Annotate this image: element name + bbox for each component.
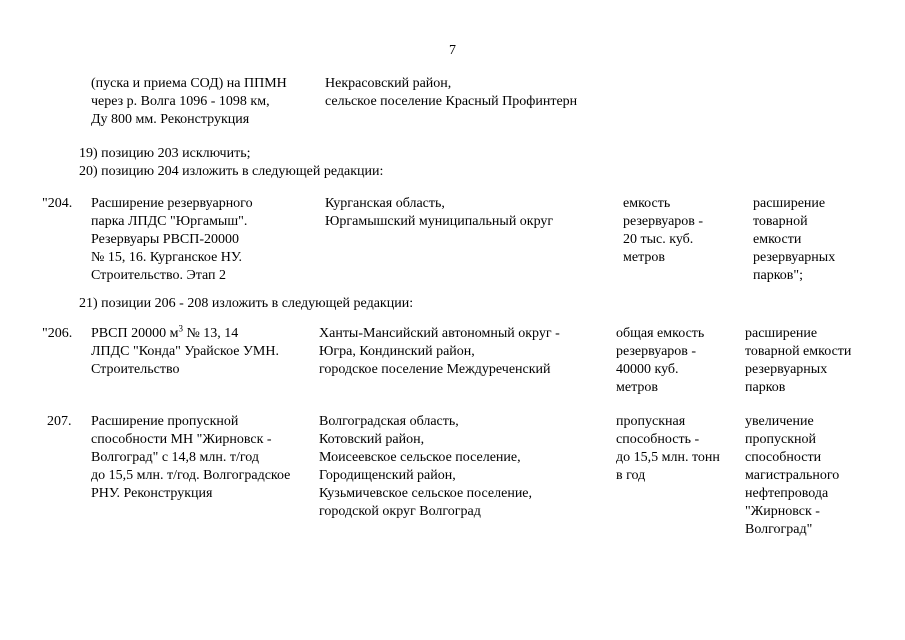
row-207-name-line: до 15,5 млн. т/год. Волгоградское [91, 468, 291, 483]
row-207-capacity-line: до 15,5 млн. тонн [616, 450, 720, 465]
row-207-location-line: Кузьмичевское сельское поселение, [319, 486, 533, 501]
row-206-name-line: Строительство [91, 362, 180, 377]
row-206-number: "206. [42, 326, 73, 341]
carryover-location-line: Некрасовский район, [325, 76, 452, 91]
row-206-capacity-line: резервуаров - [616, 344, 697, 359]
row-206-name-line [91, 325, 279, 343]
row-207-location-line: Моисеевское сельское поселение, [319, 450, 521, 465]
row-206-capacity-line: общая емкость [616, 326, 705, 341]
row-207-capacity [616, 413, 720, 485]
row-207-name-line: Расширение пропускной [91, 414, 239, 429]
row-204-name [91, 195, 253, 285]
row-207-location-line: Волгоградская область, [319, 414, 459, 429]
row-207-purpose-line: увеличение [745, 414, 814, 429]
row-204-purpose-line: парков"; [753, 268, 804, 283]
row-206-name-line: ЛПДС "Конда" Урайское УМН. [91, 344, 279, 359]
carryover-name [91, 75, 287, 129]
instruction-20: 20) позицию 204 изложить в следующей редакции: [79, 164, 384, 179]
row-207-location [319, 413, 532, 521]
row-204-capacity [623, 195, 703, 267]
row-206-purpose-line: парков [745, 380, 786, 395]
row-207-location-line: Городищенский район, [319, 468, 456, 483]
instruction-19: 19) позицию 203 исключить; [79, 146, 251, 161]
row-206-purpose [745, 325, 851, 397]
row-204-capacity-line: метров [623, 250, 665, 265]
row-206-location-line: Ханты-Мансийский автономный округ - [319, 326, 560, 341]
row-207-purpose-line: способности [745, 450, 822, 465]
row-204-purpose-line: расширение [753, 196, 826, 211]
page-number: 7 [449, 43, 456, 58]
row-206-purpose-line: резервуарных [745, 362, 828, 377]
row-204-name-line: Расширение резервуарного [91, 196, 253, 211]
row-207-purpose-line: "Жирновск - [745, 504, 820, 519]
row-204-location-line: Юргамышский муниципальный округ [325, 214, 554, 229]
row-206-capacity-line: 40000 куб. [616, 362, 679, 377]
row-206-capacity-line: метров [616, 380, 658, 395]
row-206-name [91, 325, 279, 379]
row-204-capacity-line: 20 тыс. куб. [623, 232, 694, 247]
row-207-location-line: городской округ Волгоград [319, 504, 481, 519]
row-207-name-line: Волгоград" с 14,8 млн. т/год [91, 450, 259, 465]
row-206-location-line: Югра, Кондинский район, [319, 344, 475, 359]
row-206-capacity [616, 325, 704, 397]
row-206-location-line: городское поселение Междуреченский [319, 362, 551, 377]
row-206-location [319, 325, 560, 379]
instruction-21: 21) позиции 206 - 208 изложить в следующей редакции: [79, 296, 414, 311]
row-207-purpose-line: нефтепровода [745, 486, 829, 501]
row-206-name-part: № 13, 14 [182, 326, 239, 341]
row-207-purpose-line: магистрального [745, 468, 840, 483]
row-207-location-line: Котовский район, [319, 432, 425, 447]
row-207-purpose-line: пропускной [745, 432, 816, 447]
row-204-purpose [753, 195, 835, 285]
row-207-purpose-line: Волгоград" [745, 522, 813, 537]
row-204-location [325, 195, 553, 231]
row-204-capacity-line: емкость [623, 196, 671, 211]
row-207-capacity-line: в год [616, 468, 646, 483]
carryover-location [325, 75, 577, 111]
row-207-name [91, 413, 290, 503]
row-204-number: "204. [42, 196, 73, 211]
carryover-location-line: сельское поселение Красный Профинтерн [325, 94, 578, 109]
row-204-location-line: Курганская область, [325, 196, 445, 211]
row-207-capacity-line: пропускная [616, 414, 686, 429]
row-206-purpose-line: товарной емкости [745, 344, 852, 359]
row-207-capacity-line: способность - [616, 432, 700, 447]
row-207-number: 207. [47, 414, 72, 429]
row-204-name-line: № 15, 16. Курганское НУ. [91, 250, 243, 265]
row-204-purpose-line: резервуарных [753, 250, 836, 265]
row-206-name-part: РВСП 20000 м [91, 326, 179, 341]
row-204-capacity-line: резервуаров - [623, 214, 704, 229]
row-204-name-line: парка ЛПДС "Юргамыш". [91, 214, 248, 229]
row-204-purpose-line: товарной [753, 214, 808, 229]
cubic-superscript: 3 [178, 323, 183, 334]
row-207-name-line: способности МН "Жирновск - [91, 432, 272, 447]
carryover-name-line: через р. Волга 1096 - 1098 км, [91, 94, 270, 109]
row-207-name-line: РНУ. Реконструкция [91, 486, 213, 501]
carryover-name-line: Ду 800 мм. Реконструкция [91, 112, 250, 127]
row-207-purpose [745, 413, 839, 539]
carryover-name-line: (пуска и приема СОД) на ППМН [91, 76, 287, 91]
row-206-purpose-line: расширение [745, 326, 818, 341]
row-204-purpose-line: емкости [753, 232, 802, 247]
row-204-name-line: Строительство. Этап 2 [91, 268, 227, 283]
row-204-name-line: Резервуары РВСП-20000 [91, 232, 240, 247]
